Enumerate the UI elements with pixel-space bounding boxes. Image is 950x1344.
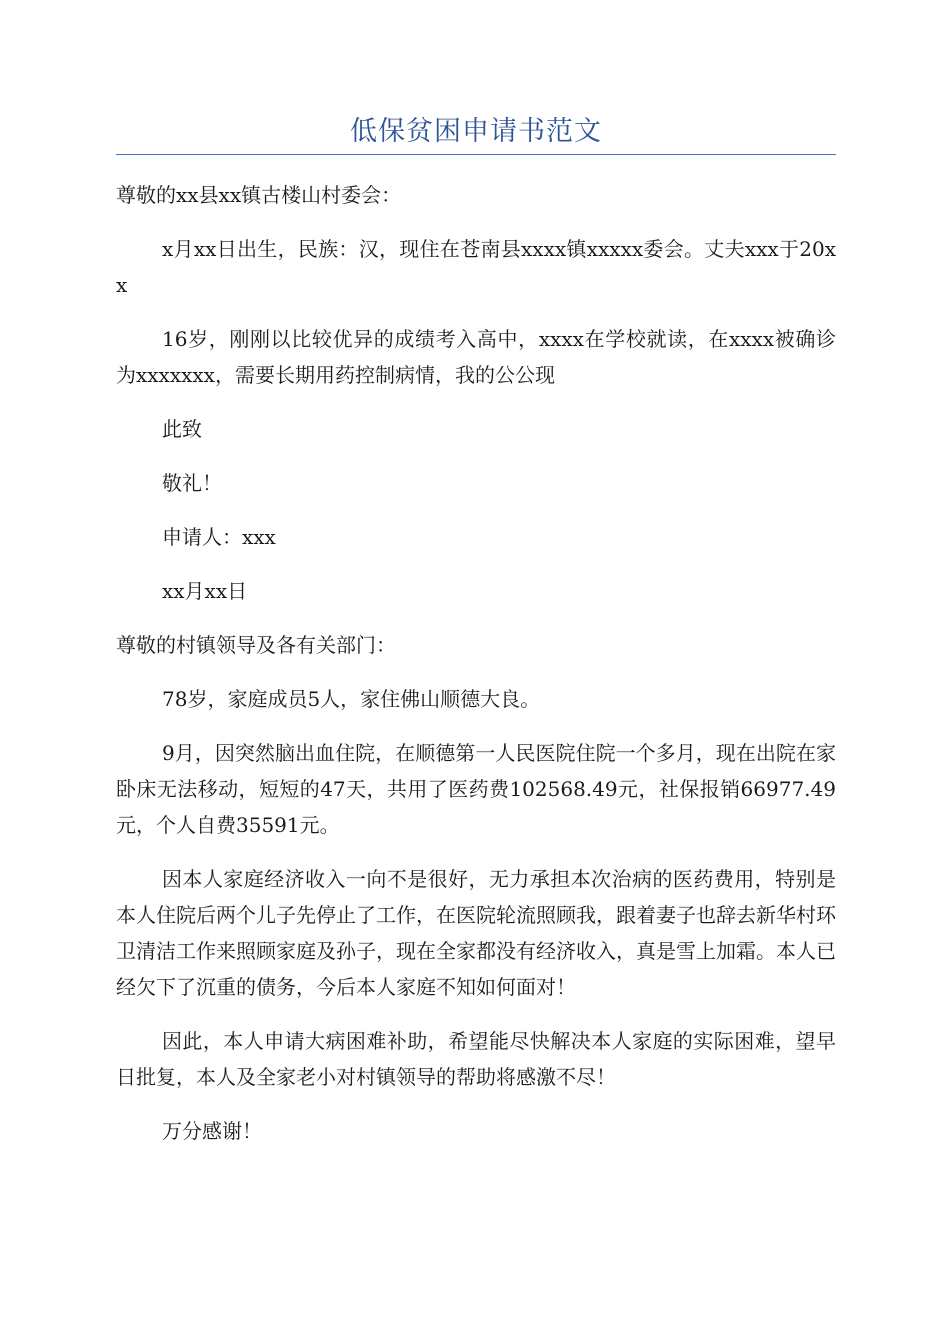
- salutation-1: 尊敬的xx县xx镇古楼山村委会：: [116, 183, 402, 207]
- paragraph-birth-info: x月xx日出生，民族：汉，现住在苍南县xxxx镇xxxxx委会。丈夫xxx于20xx: [116, 237, 836, 297]
- document-body: [116, 177, 836, 1167]
- paragraph-hardship: 因本人家庭经济收入一向不是很好，无力承担本次治病的医药费用，特别是本人住院后两个儿子先停止了工作，在医院轮流照顾我，跟着妻子也辞去新华村环卫清洁工作来照顾家庭及孙子，现在全家都没有经济收入，真是雪上加霜。本人已经欠下了沉重的债务，今后本人家庭不知如何面对！: [116, 867, 836, 999]
- salutation-2: 尊敬的村镇领导及各有关部门：: [116, 633, 396, 657]
- closing-jingli: 敬礼！: [162, 471, 222, 495]
- document-title: 低保贫困申请书范文: [350, 116, 602, 147]
- closing-thanks: 万分感谢！: [162, 1119, 262, 1143]
- paragraph-request: 因此，本人申请大病困难补助，希望能尽快解决本人家庭的实际困难，望早日批复，本人及全家老小对村镇领导的帮助将感激不尽！: [116, 1029, 836, 1089]
- paragraph-family-info: 16岁，刚刚以比较优异的成绩考入高中，xxxx在学校就读，在xxxx被确诊为xxxxxxx，需要长期用药控制病情，我的公公现: [116, 327, 836, 387]
- applicant-line: 申请人：xxx: [162, 525, 276, 549]
- paragraph-age-family: 78岁，家庭成员5人，家住佛山顺德大良。: [162, 687, 541, 711]
- paragraph-hospital: 9月，因突然脑出血住院，在顺德第一人民医院住院一个多月，现在出院在家卧床无法移动，短短的47天，共用了医药费102568.49元，社保报销66977.49元，个人自费35591元。: [116, 741, 836, 837]
- title-underline: [116, 154, 836, 155]
- closing-cizhi: 此致: [162, 417, 202, 441]
- date-line: xx月xx日: [162, 579, 248, 603]
